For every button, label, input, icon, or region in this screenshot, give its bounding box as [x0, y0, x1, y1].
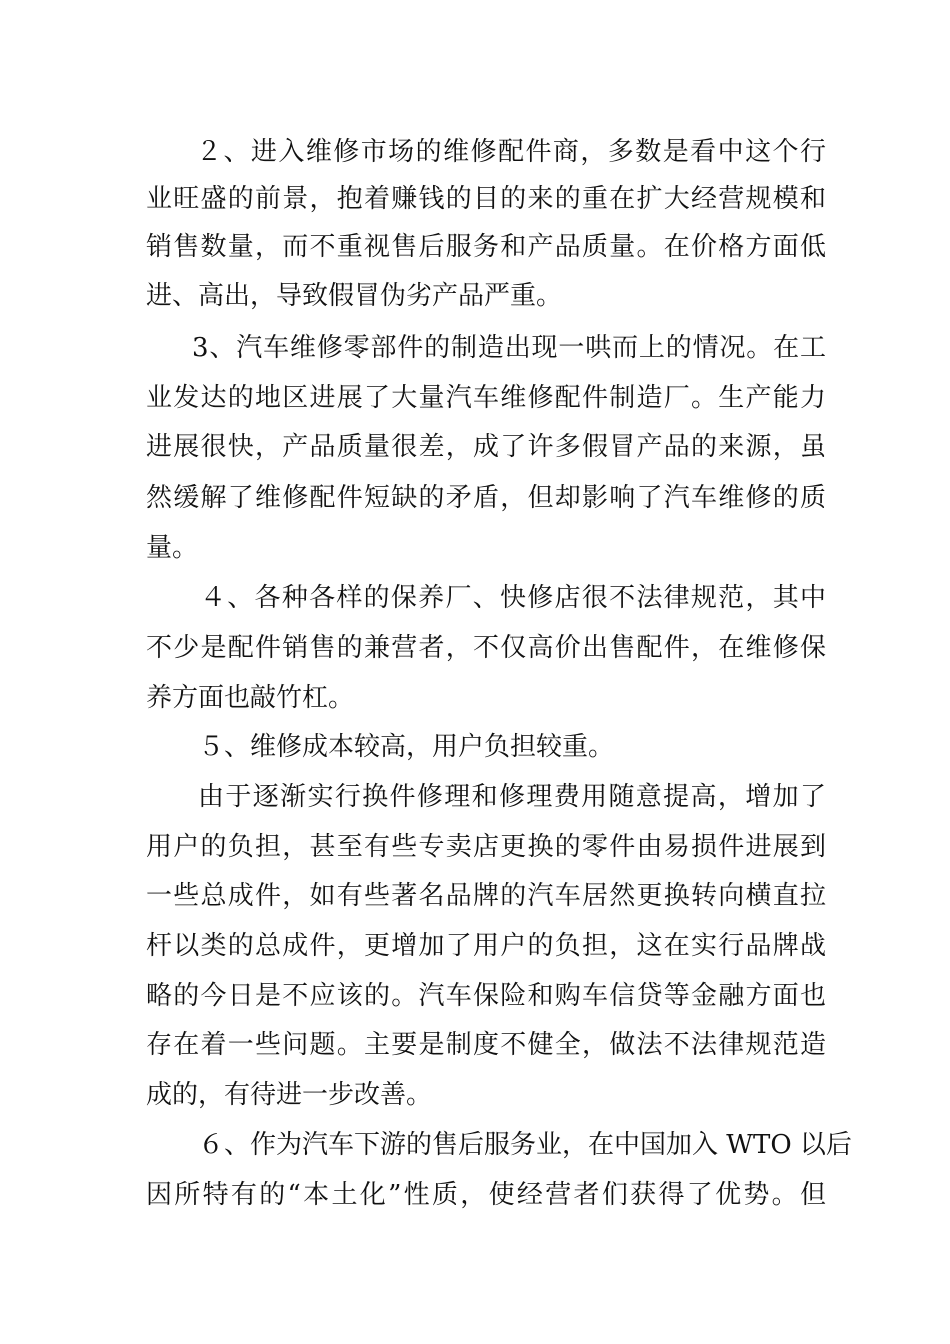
text-line: 略的今日是不应该的。汽车保险和购车信贷等金融方面也: [146, 981, 826, 1011]
text-line: 存在着一些问题。主要是制度不健全，做法不法律规范造: [146, 1030, 826, 1060]
text-line: ５、维修成本较高，用户负担较重。: [198, 732, 615, 762]
text-line: 一些总成件，如有些著名品牌的汽车居然更换转向横直拉: [146, 881, 826, 911]
text-line: 进展很快，产品质量很差，成了许多假冒产品的来源，虽: [146, 432, 826, 462]
text-line: 养方面也敲竹杠。: [146, 683, 355, 713]
text-line: 由于逐渐实行换件修理和修理费用随意提高，增加了: [198, 782, 826, 812]
text-line: 成的，有待进一步改善。: [146, 1080, 433, 1110]
text-line: ４、各种各样的保养厂、快修店很不法律规范，其中: [200, 583, 826, 613]
text-line: 3、汽车维修零部件的制造出现一哄而上的情况。在工: [192, 333, 826, 363]
text-line: 用户的负担，甚至有些专卖店更换的零件由易损件进展到: [146, 832, 826, 862]
text-line: 进、高出，导致假冒伪劣产品严重。: [146, 281, 563, 311]
text-line: 然缓解了维修配件短缺的矛盾，但却影响了汽车维修的质: [146, 483, 826, 513]
text-line: ６、作为汽车下游的售后服务业，在中国加入 WTO 以后: [198, 1130, 852, 1160]
text-line: 杆以类的总成件，更增加了用户的负担，这在实行品牌战: [146, 931, 826, 961]
text-line: 不少是配件销售的兼营者，不仅高价出售配件，在维修保: [146, 633, 826, 663]
text-line: 量。: [146, 533, 199, 563]
text-line: ２、进入维修市场的维修配件商，多数是看中这个行: [196, 137, 826, 167]
text-line: 业发达的地区进展了大量汽车维修配件制造厂。生产能力: [146, 383, 826, 413]
text-line: 销售数量，而不重视售后服务和产品质量。在价格方面低: [146, 232, 826, 262]
text-line: 业旺盛的前景，抱着赚钱的目的来的重在扩大经营规模和: [146, 184, 826, 214]
text-line: 因所特有的“本土化”性质，使经营者们获得了优势。但: [146, 1180, 826, 1210]
